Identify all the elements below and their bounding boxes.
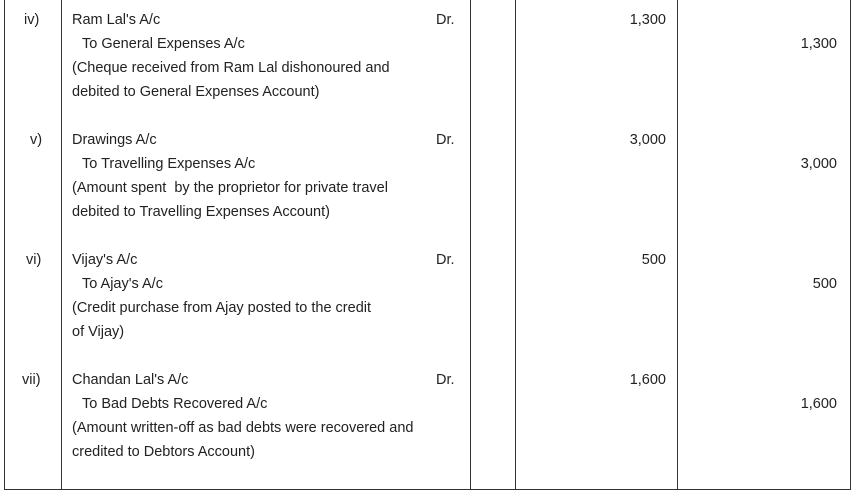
entry-number: vi)	[26, 252, 42, 268]
credit-amount: 3,000	[800, 156, 837, 172]
narration-line: (Amount spent by the proprietor for private travel	[72, 180, 388, 196]
column-divider	[677, 0, 678, 489]
credit-account: To Ajay's A/c	[82, 276, 163, 292]
entry-number: iv)	[24, 12, 40, 28]
dr-marker: Dr.	[436, 132, 455, 148]
debit-amount: 1,600	[629, 372, 666, 388]
credit-account: To Bad Debts Recovered A/c	[82, 396, 268, 412]
debit-account: Vijay's A/c	[72, 252, 138, 268]
debit-amount: 1,300	[629, 12, 666, 28]
debit-amount: 500	[641, 252, 666, 268]
column-divider	[61, 0, 62, 489]
narration-line: of Vijay)	[72, 324, 125, 340]
narration-line: debited to General Expenses Account)	[72, 84, 320, 100]
entry-number: vii)	[22, 372, 41, 388]
credit-account: To General Expenses A/c	[82, 36, 245, 52]
dr-marker: Dr.	[436, 372, 455, 388]
narration-line: (Credit purchase from Ajay posted to the credit	[72, 300, 372, 316]
credit-account: To Travelling Expenses A/c	[82, 156, 256, 172]
debit-account: Chandan Lal's A/c	[72, 372, 189, 388]
narration-line: (Cheque received from Ram Lal dishonoured and	[72, 60, 390, 76]
narration-line: credited to Debtors Account)	[72, 444, 255, 460]
debit-account: Drawings A/c	[72, 132, 157, 148]
column-divider	[470, 0, 471, 489]
dr-marker: Dr.	[436, 12, 455, 28]
column-divider	[515, 0, 516, 489]
dr-marker: Dr.	[436, 252, 455, 268]
credit-amount: 1,600	[800, 396, 837, 412]
debit-account: Ram Lal's A/c	[72, 12, 161, 28]
debit-amount: 3,000	[629, 132, 666, 148]
entry-number: v)	[30, 132, 43, 148]
narration-line: (Amount written-off as bad debts were recovered and	[72, 420, 414, 436]
narration-line: debited to Travelling Expenses Account)	[72, 204, 330, 220]
credit-amount: 1,300	[800, 36, 837, 52]
credit-amount: 500	[812, 276, 837, 292]
